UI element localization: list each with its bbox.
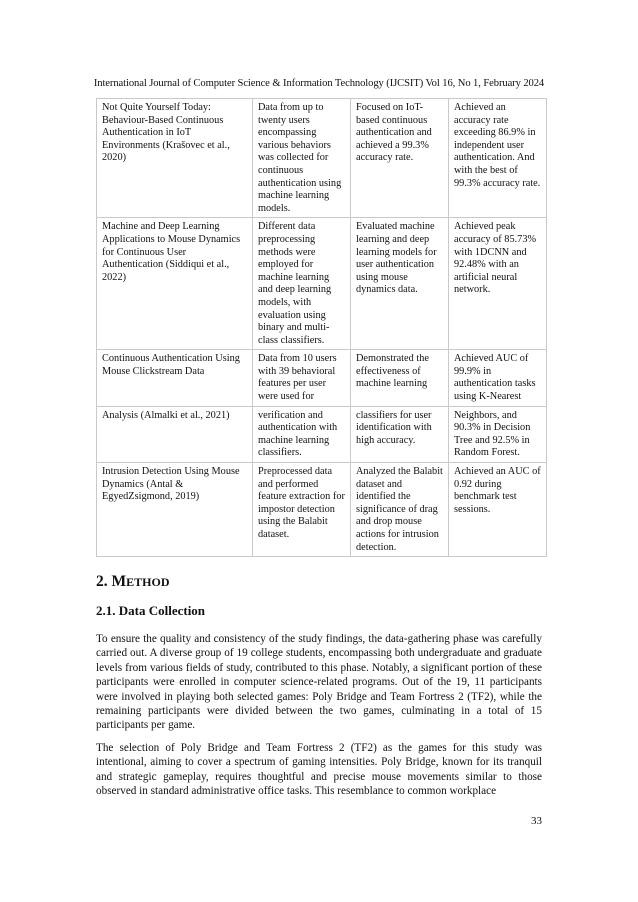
table-cell-study: Analysis (Almalki et al., 2021): [97, 406, 253, 462]
table-cell-result: Achieved AUC of 99.9% in authentication tasks using K-Nearest: [449, 350, 547, 406]
table-cell-study: Machine and Deep Learning Applications to Mouse Dynamics for Continuous User Authentication (Siddiqui et al., 2022): [97, 218, 253, 350]
table-cell-focus: Demonstrated the effectiveness of machine learning: [351, 350, 449, 406]
table-cell-study: Continuous Authentication Using Mouse Clickstream Data: [97, 350, 253, 406]
table-row: [97, 406, 547, 462]
table-cell-focus: classifiers for user identification with high accuracy.: [351, 406, 449, 462]
table-cell-method: Preprocessed data and performed feature extraction for impostor detection using the Balabit dataset.: [253, 463, 351, 557]
subsection-heading: 2.1. Data Collection: [96, 603, 206, 618]
table-row: [97, 463, 547, 557]
body-paragraph: To ensure the quality and consistency of the study findings, the data-gathering phase was carefully carried out. A diverse group of 19 college students, encompassing both undergraduate and graduate levels from various fields of study, contributed to this phase. Notably, a significant portion of these participants were enrolled in computer science-related programs. Out of the 19, 11 participants were involved in playing both selected games: Poly Bridge and Team Fortress 2 (TF2), while the remaining participants were divided between the two games, culminating in a total of 15 participants per game.: [96, 633, 542, 732]
table-cell-result: Achieved peak accuracy of 85.73% with 1DCNN and 92.48% with an artificial neural network.: [449, 218, 547, 350]
table-cell-method: Data from up to twenty users encompassing various behaviors was collected for continuous authentication using machine learning models.: [253, 99, 351, 218]
table-cell-result: Neighbors, and 90.3% in Decision Tree and 92.5% in Random Forest.: [449, 406, 547, 462]
table-cell-focus: Focused on IoT-based continuous authentication and achieved a 99.3% accuracy rate.: [351, 99, 449, 218]
page-number: 33: [531, 815, 542, 827]
table-cell-focus: Evaluated machine learning and deep learning models for user authentication using mouse dynamics data.: [351, 218, 449, 350]
table-cell-study: Intrusion Detection Using Mouse Dynamics (Antal & EgyedZsigmond, 2019): [97, 463, 253, 557]
table-row: [97, 99, 547, 218]
section-number: 2.: [96, 573, 112, 590]
section-heading: [96, 573, 169, 591]
table-cell-result: Achieved an accuracy rate exceeding 86.9% in independent user authentication. And with the best of 99.3% accuracy rate.: [449, 99, 547, 218]
table-cell-study: Not Quite Yourself Today: Behaviour-Based Continuous Authentication in IoT Environments (Krašovec et al., 2020): [97, 99, 253, 218]
table-cell-method: Data from 10 users with 39 behavioral features per user were used for: [253, 350, 351, 406]
section-title-rest: ETHOD: [126, 575, 170, 589]
running-header: International Journal of Computer Science & Information Technology (IJCSIT) Vol 16, No 1, February 2024: [93, 78, 545, 89]
table-row: [97, 350, 547, 406]
table-cell-focus: Analyzed the Balabit dataset and identified the significance of drag and drop mouse actions for intrusion detection.: [351, 463, 449, 557]
section-title-initial: M: [111, 573, 127, 590]
literature-table: [96, 98, 547, 557]
table-cell-result: Achieved an AUC of 0.92 during benchmark test sessions.: [449, 463, 547, 557]
table-cell-method: Different data preprocessing methods were employed for machine learning and deep learning models, with evaluation using binary and multi-class classifiers.: [253, 218, 351, 350]
table-cell-method: verification and authentication with machine learning classifiers.: [253, 406, 351, 462]
body-paragraph: The selection of Poly Bridge and Team Fortress 2 (TF2) as the games for this study was intentional, aiming to cover a spectrum of gaming intensities. Poly Bridge, known for its tranquil and strategic gameplay, requires thoughtful and precise mouse movements similar to those observed in standard administrative office tasks. This resemblance to common workplace: [96, 742, 542, 798]
table-row: [97, 218, 547, 350]
